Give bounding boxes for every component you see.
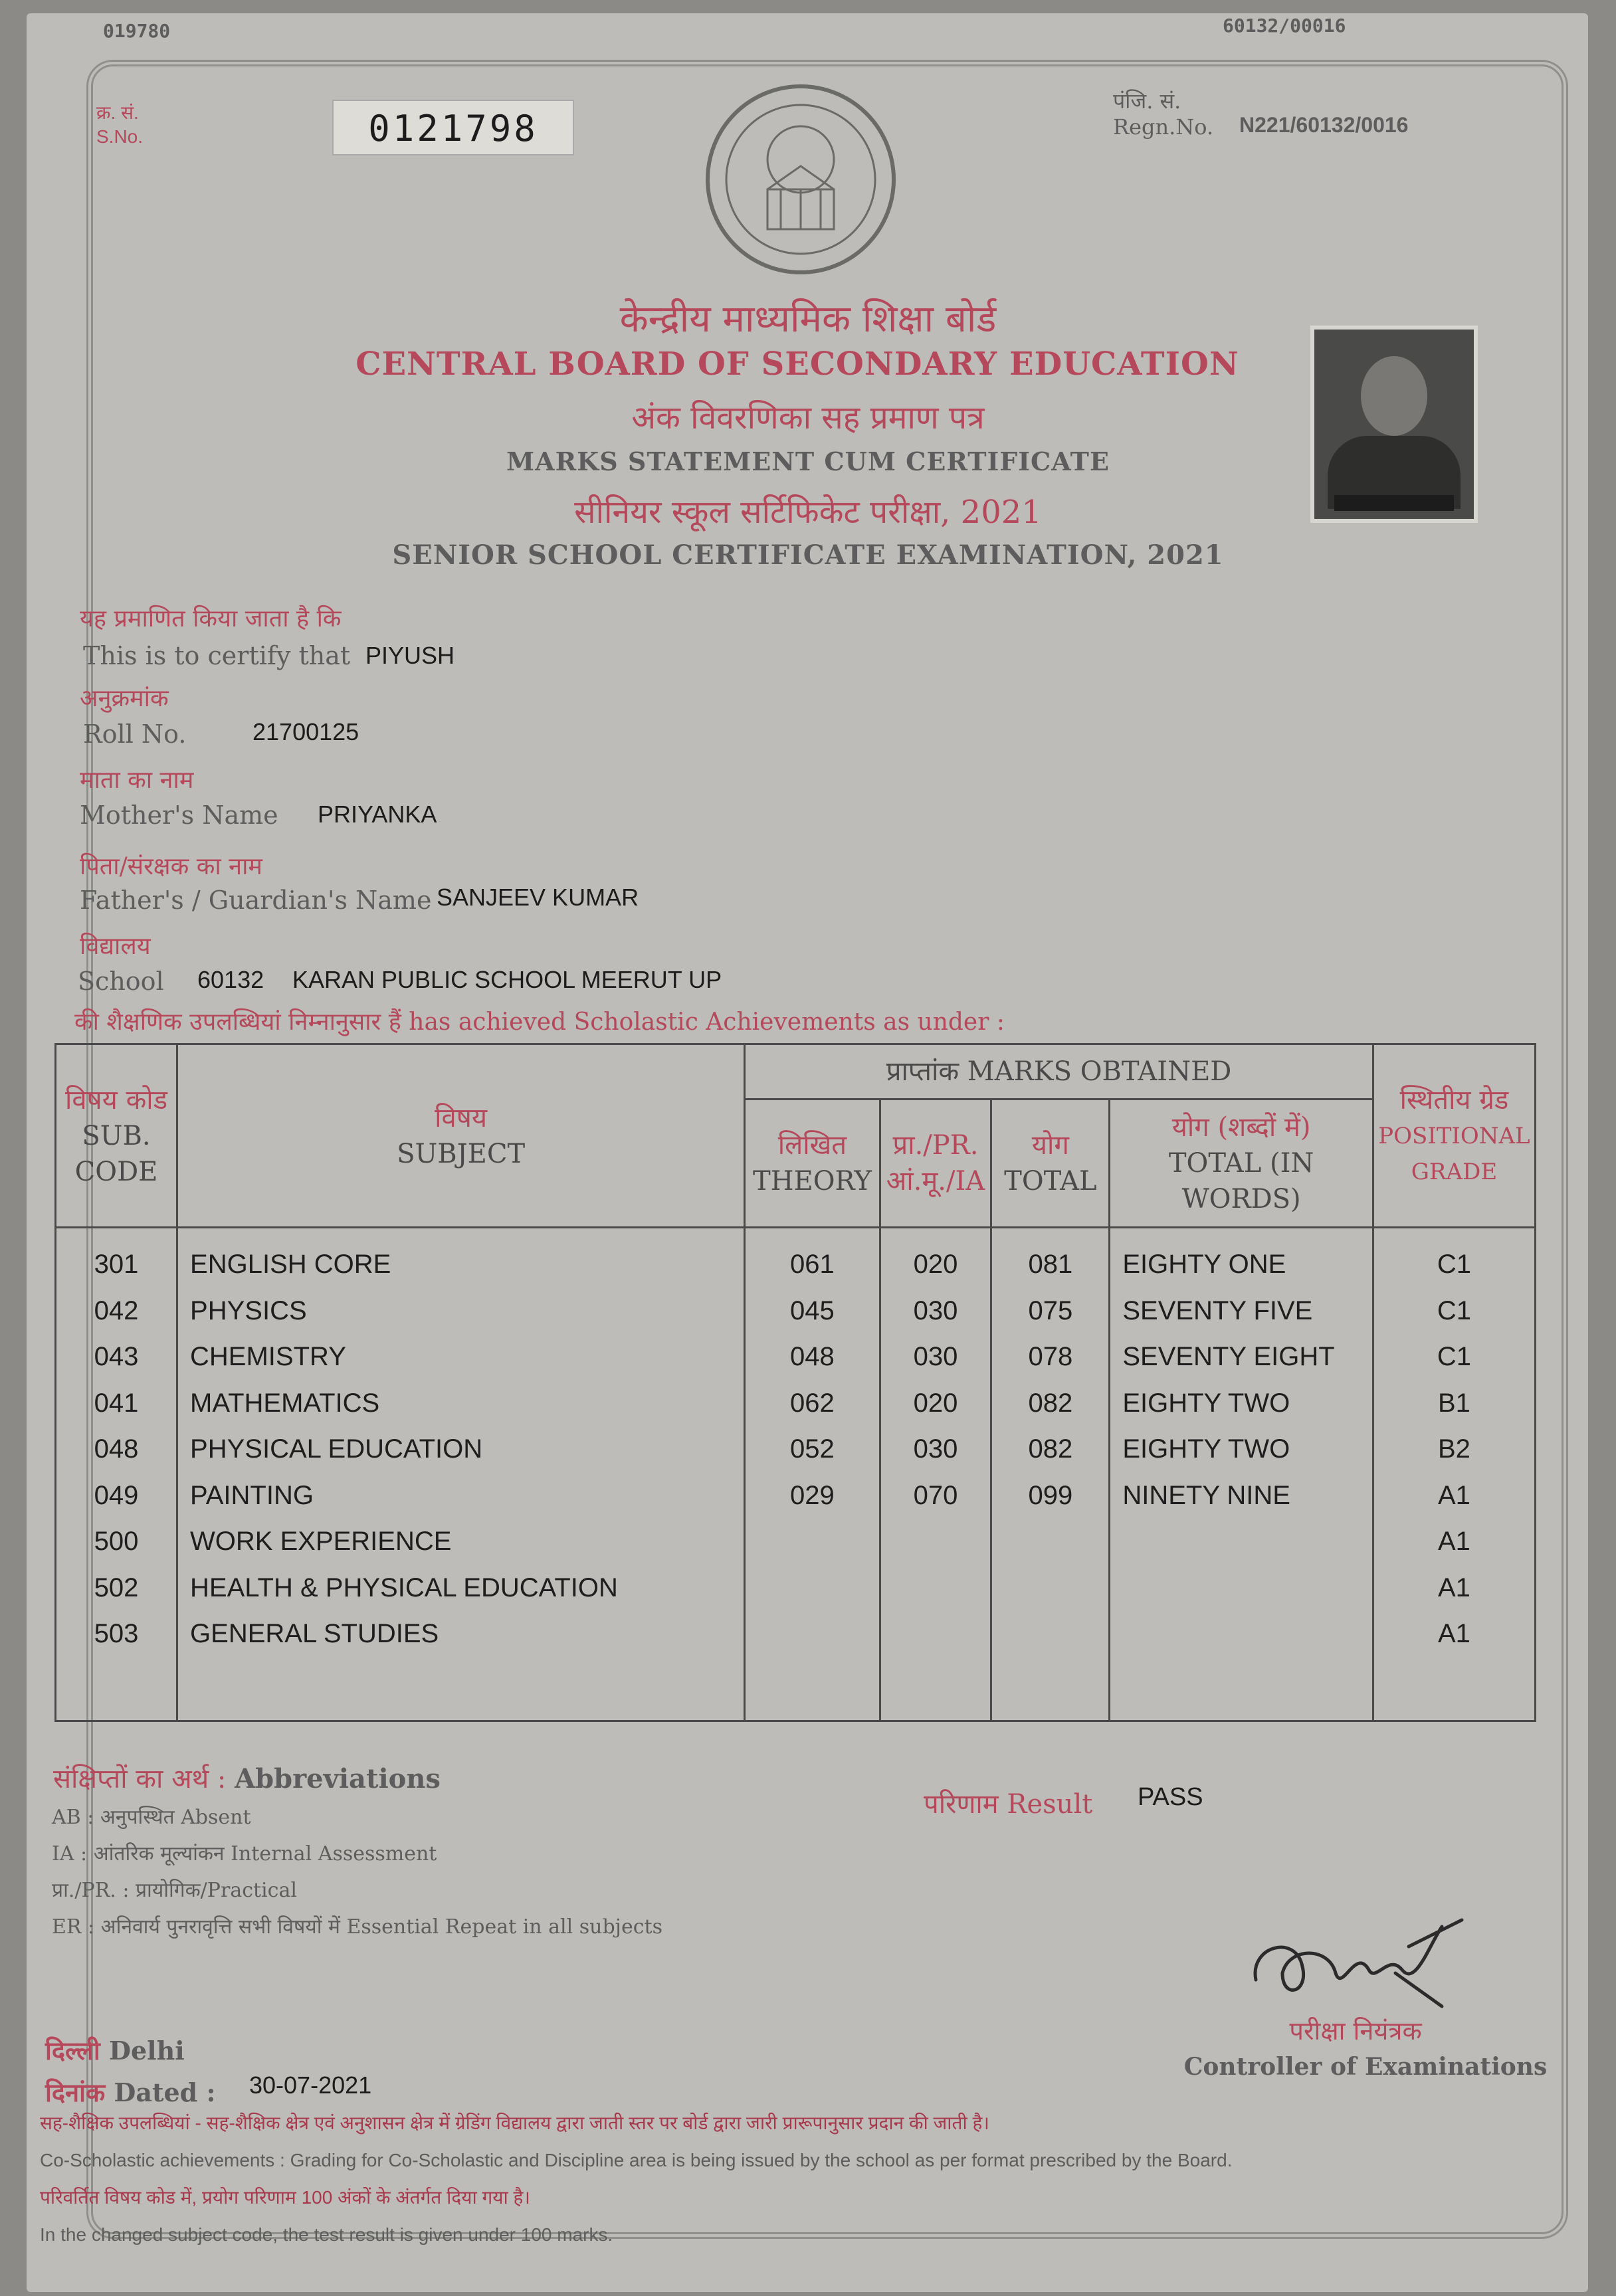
result-label: परिणाम Result	[924, 1789, 1093, 1820]
row-grade: A1	[1437, 1527, 1470, 1556]
cbse-seal	[694, 80, 907, 286]
row-total: 081	[1028, 1250, 1073, 1279]
regn-number: N221/60132/0016	[1239, 113, 1409, 137]
row-ia: 030	[913, 1342, 958, 1371]
row-theory	[746, 1519, 878, 1565]
row-words: EIGHTY ONE	[1122, 1250, 1286, 1279]
row-grade: C1	[1437, 1342, 1472, 1371]
row-words	[1110, 1565, 1372, 1612]
row-ia: 020	[913, 1388, 958, 1418]
abbreviations-list	[52, 1799, 662, 1945]
date-label: दिनांक Dated :	[45, 2077, 216, 2107]
row-total: 078	[1028, 1342, 1073, 1371]
row-grade: A1	[1437, 1619, 1470, 1648]
row-code: 502	[94, 1573, 139, 1602]
roll-number: 21700125	[252, 718, 359, 745]
row-theory: 061	[790, 1250, 835, 1279]
row-ia	[881, 1519, 991, 1565]
theory-header: लिखित THEORY	[745, 1100, 880, 1228]
exam-title-en: SENIOR SCHOOL CERTIFICATE EXAMINATION, 2021	[392, 539, 1224, 571]
school-code: 60132	[197, 966, 264, 993]
row-code: 043	[94, 1342, 139, 1371]
row-words	[1110, 1519, 1372, 1565]
row-theory: 045	[790, 1295, 835, 1325]
doc-title-hi: अंक विवरणिका सह प्रमाण पत्र	[631, 399, 985, 436]
regn-label-en: Regn.No.	[1113, 114, 1214, 140]
row-words: NINETY NINE	[1122, 1480, 1290, 1510]
abbreviation-item: AB : अनुपस्थित Absent	[52, 1806, 251, 1829]
row-code: 500	[94, 1527, 139, 1556]
regn-label-hi: पंजि. सं.	[1113, 88, 1181, 114]
school-label-hi: विद्यालय	[80, 933, 151, 960]
footnote-line: Co-Scholastic achievements : Grading for Co-Scholastic and Discipline area is being issued by the school as per format prescribed by the Board.	[40, 2150, 1233, 2170]
mother-name: PRIYANKA	[318, 801, 437, 828]
row-theory	[746, 1611, 878, 1658]
serial-number-box	[332, 100, 574, 155]
code-column	[56, 1228, 177, 1721]
ia-header: प्रा./PR. आं.मू./IA	[880, 1100, 991, 1228]
certify-label-hi: यह प्रमाणित किया जाता है कि	[80, 605, 342, 632]
marks-table	[54, 1043, 1536, 1722]
row-words: EIGHTY TWO	[1122, 1434, 1290, 1464]
row-subject: WORK EXPERIENCE	[190, 1527, 452, 1556]
row-subject: MATHEMATICS	[190, 1388, 380, 1418]
marks-obtained-header: प्राप्तांक MARKS OBTAINED	[745, 1044, 1373, 1100]
row-total: 075	[1028, 1295, 1073, 1325]
row-code: 301	[94, 1250, 139, 1279]
row-theory: 029	[790, 1480, 835, 1510]
controller-label-en: Controller of Examinations	[1183, 2053, 1548, 2081]
father-label-en: Father's / Guardian's Name	[80, 886, 432, 915]
row-ia: 070	[913, 1480, 958, 1510]
serial-number: 0121798	[368, 108, 538, 149]
row-code: 503	[94, 1619, 139, 1648]
ia-column	[880, 1228, 991, 1721]
controller-signature	[1243, 1907, 1482, 2020]
row-total: 099	[1028, 1480, 1073, 1510]
footnote-line: सह-शैक्षिक उपलब्धियां - सह-शैक्षिक क्षेत्र एवं अनुशासन क्षेत्र में ग्रेडिंग विद्यालय द्वारा जाती स्तर पर बोर्ड द्वारा जारी प्रारूपानुसार प्रदान की जाती है।	[40, 2113, 990, 2133]
row-grade: C1	[1437, 1250, 1472, 1279]
words-column	[1110, 1228, 1373, 1721]
row-subject: PHYSICAL EDUCATION	[190, 1434, 483, 1464]
row-total	[992, 1565, 1108, 1612]
serial-label-hi: क्र. सं.	[96, 102, 139, 123]
row-grade: B2	[1437, 1434, 1470, 1464]
words-header: योग (शब्दों में) TOTAL (IN WORDS)	[1110, 1100, 1373, 1228]
grade-header: स्थितीय ग्रेड POSITIONAL GRADE	[1373, 1044, 1535, 1228]
row-total: 082	[1028, 1388, 1073, 1418]
row-theory	[746, 1565, 878, 1612]
doc-title-en: MARKS STATEMENT CUM CERTIFICATE	[506, 446, 1110, 476]
mother-label-en: Mother's Name	[80, 801, 278, 830]
subject-header: विषय SUBJECT	[177, 1044, 745, 1228]
row-grade: A1	[1437, 1573, 1470, 1602]
abbreviation-item: IA : आंतरिक मूल्यांकन Internal Assessment	[52, 1842, 437, 1866]
row-words: EIGHTY TWO	[1122, 1388, 1290, 1418]
row-ia	[881, 1611, 991, 1658]
total-column	[991, 1228, 1110, 1721]
abbreviation-item: ER : अनिवार्य पुनरावृत्ति सभी विषयों में Essential Repeat in all subjects	[52, 1915, 662, 1939]
theory-column	[745, 1228, 880, 1721]
abbreviation-item: प्रा./PR. : प्रायोगिक/Practical	[52, 1879, 297, 1902]
school-label-en: School	[78, 967, 164, 996]
row-subject: PAINTING	[190, 1480, 314, 1510]
father-label-hi: पिता/संरक्षक का नाम	[80, 853, 262, 880]
exam-title-hi: सीनियर स्कूल सर्टिफिकेट परीक्षा, 2021	[574, 494, 1042, 531]
row-words: SEVENTY FIVE	[1122, 1295, 1313, 1325]
footnotes	[40, 2105, 1232, 2253]
student-photo	[1310, 326, 1478, 523]
date-value: 30-07-2021	[249, 2071, 372, 2099]
result-value: PASS	[1138, 1783, 1203, 1811]
footnote-line: In the changed subject code, the test result is given under 100 marks.	[40, 2224, 613, 2245]
row-code: 041	[94, 1388, 139, 1418]
row-grade: A1	[1437, 1480, 1470, 1510]
board-name-hi: केन्द्रीय माध्यमिक शिक्षा बोर्ड	[619, 298, 997, 341]
row-grade: B1	[1437, 1388, 1470, 1418]
certify-label-en: This is to certify that	[83, 641, 351, 670]
roll-label-en: Roll No.	[83, 719, 187, 749]
row-words	[1110, 1611, 1372, 1658]
school-name: KARAN PUBLIC SCHOOL MEERUT UP	[292, 966, 722, 993]
row-code: 042	[94, 1295, 139, 1325]
footnote-line: परिवर्तित विषय कोड में, प्रयोग परिणाम 100 अंकों के अंतर्गत दिया गया है।	[40, 2187, 531, 2208]
row-ia	[881, 1565, 991, 1612]
row-code: 048	[94, 1434, 139, 1464]
total-header: योग TOTAL	[991, 1100, 1110, 1228]
row-subject: GENERAL STUDIES	[190, 1619, 439, 1648]
row-theory: 048	[790, 1342, 835, 1371]
top-right-code: 60132/00016	[1223, 15, 1346, 37]
row-subject: HEALTH & PHYSICAL EDUCATION	[190, 1573, 618, 1602]
subject-column	[177, 1228, 745, 1721]
row-ia: 020	[913, 1250, 958, 1279]
father-name: SANJEEV KUMAR	[437, 884, 639, 911]
roll-label-hi: अनुक्रमांक	[80, 685, 169, 712]
serial-label-en: S.No.	[96, 126, 144, 147]
board-name-en: CENTRAL BOARD OF SECONDARY EDUCATION	[355, 345, 1239, 383]
grade-column	[1373, 1228, 1535, 1721]
top-left-code: 019780	[103, 20, 171, 42]
row-subject: ENGLISH CORE	[190, 1250, 391, 1279]
mother-label-hi: माता का नाम	[80, 767, 194, 794]
row-theory: 052	[790, 1434, 835, 1464]
row-grade: C1	[1437, 1295, 1472, 1325]
achievements-line: की शैक्षणिक उपलब्धियां निम्नानुसार हैं has achieved Scholastic Achievements as under :	[74, 1008, 1005, 1036]
row-total	[992, 1611, 1108, 1658]
row-ia: 030	[913, 1434, 958, 1464]
student-name: PIYUSH	[365, 642, 455, 669]
controller-label-hi: परीक्षा नियंत्रक	[1289, 2016, 1422, 2046]
code-header: विषय कोड SUB. CODE	[56, 1044, 177, 1228]
place-label: दिल्ली Delhi	[45, 2036, 185, 2065]
row-subject: PHYSICS	[190, 1295, 307, 1325]
row-ia: 030	[913, 1295, 958, 1325]
row-total: 082	[1028, 1434, 1073, 1464]
row-words: SEVENTY EIGHT	[1122, 1342, 1335, 1371]
row-subject: CHEMISTRY	[190, 1342, 346, 1371]
row-code: 049	[94, 1480, 139, 1510]
abbreviations-title: संक्षिप्तों का अर्थ : Abbreviations	[53, 1763, 441, 1794]
row-theory: 062	[790, 1388, 835, 1418]
row-total	[992, 1519, 1108, 1565]
